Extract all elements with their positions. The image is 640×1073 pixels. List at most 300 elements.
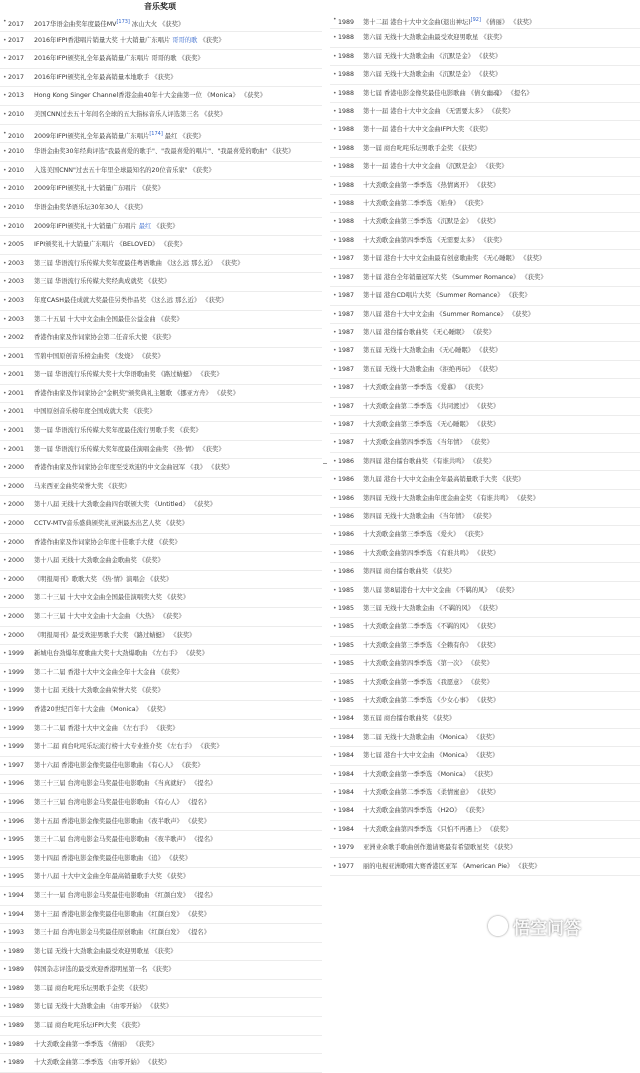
award-year: 1985 [338, 623, 355, 631]
award-row [0, 571, 322, 590]
award-text: 第十五届 香港电影金像奖最佳电影歌曲 《夜半歌声》 《获奖》 [34, 817, 211, 825]
award-year: 2010 [8, 185, 25, 193]
award-row [330, 600, 640, 618]
award-row [0, 403, 322, 422]
award-text: 第六届 无线十大劲歌金曲 《沉默是金》 《获奖》 [363, 71, 502, 79]
award-row [330, 526, 640, 544]
award-row [330, 692, 640, 710]
bullet-mark: • [333, 236, 337, 244]
award-year: 1987 [338, 420, 355, 428]
award-year: 2003 [8, 259, 25, 267]
bullet-mark: • [333, 789, 337, 797]
award-year: 1989 [8, 1059, 25, 1067]
bullet-mark: • [333, 181, 337, 189]
bullet-mark: • [333, 218, 337, 226]
award-row [330, 140, 640, 158]
award-text: 第一届 华语流行乐传媒大奖年度最佳流行男歌手奖 《获奖》 [34, 427, 202, 435]
award-row [330, 398, 640, 416]
award-text: 十大劲歌金曲第一季季选 《爱慕》 《获奖》 [363, 384, 487, 392]
bullet-mark: • [333, 310, 337, 318]
award-year: 1987 [338, 402, 355, 410]
award-text: 2017华语金曲奖年度最佳MV [34, 21, 117, 29]
award-text: 第十一届 港台十大中文金曲IFPI大奖 《获奖》 [363, 126, 492, 134]
bullet-mark: • [333, 52, 337, 60]
award-year: 1995 [8, 836, 25, 844]
award-year: 2000 [8, 538, 25, 546]
award-text: 第八届 第8届港台十大中文金曲 《不羁的风》 《获奖》 [363, 586, 518, 594]
bullet-mark: • [333, 752, 337, 760]
award-year: 2010 [8, 148, 25, 156]
award-year: 1987 [338, 347, 355, 355]
award-text: 第十一届 港台十大中文金曲 《沉默是金》 《获奖》 [363, 163, 508, 171]
award-year: 1985 [338, 641, 355, 649]
award-text: 第七届 香港电影金像奖最佳电影歌曲 《倩女幽魂》 《提名》 [363, 89, 533, 97]
bullet-mark: • [3, 1003, 7, 1011]
award-text: 香港20世纪百年十大金曲 《Monica》 《获奖》 [34, 705, 170, 713]
award-year: 1987 [338, 273, 355, 281]
award-text: 2016年IFPI香港唱片销量大奖 十大销量广东唱片 [34, 36, 171, 44]
citation-link[interactable]: [173] [116, 19, 130, 25]
award-text: CCTV-MTV音乐盛典颁奖礼亚洲最杰出艺人奖 《获奖》 [34, 520, 189, 528]
award-text: 华语金曲奖30年经典评选"我最喜爱的歌手"、"我最喜爱的唱片"、"我最喜爱的歌曲" 《获奖》 [34, 148, 295, 156]
award-text: 十大劲歌金曲第一季季选 《热情离开》 《获奖》 [363, 181, 500, 189]
award-year: 1996 [8, 798, 25, 806]
bullet-mark: • [3, 389, 7, 397]
bullet-mark: • [3, 482, 7, 490]
bullet-mark: • [3, 929, 7, 937]
award-row [330, 177, 640, 195]
award-row [0, 329, 322, 348]
bullet-mark: • [3, 18, 7, 25]
award-row [330, 545, 640, 563]
bullet-mark: • [3, 594, 7, 602]
award-row [330, 637, 640, 655]
award-year: 1996 [8, 817, 25, 825]
award-row [0, 831, 322, 850]
award-text: 第十届 港台CD唱片大奖 《Summer Romance》 《获奖》 [363, 292, 531, 300]
award-row [0, 348, 322, 367]
award-row [0, 998, 322, 1017]
award-year: 1995 [8, 854, 25, 862]
award-text: 第四届 商台擂台歌曲奖 《获奖》 [363, 568, 456, 576]
bullet-mark: • [3, 110, 7, 118]
award-text: 第三十二届 台湾电影金马奖最佳电影歌曲 《夜半歌声》 《提名》 [34, 836, 217, 844]
award-row [0, 1054, 322, 1073]
award-text: 第三十一届 台湾电影金马奖最佳电影歌曲 《红颜白发》 《提名》 [34, 891, 217, 899]
bullet-mark: • [3, 854, 7, 862]
award-row [330, 821, 640, 839]
bullet-mark: • [3, 73, 7, 81]
award-year: 1984 [338, 715, 355, 723]
award-year: 1985 [338, 660, 355, 668]
award-text: 第三届 华语流行乐传媒大奖年度最佳粤语歌曲 《这么远 那么近》 《获奖》 [34, 259, 244, 267]
award-text: 第十届 港台全年销量冠军大奖 《Summer Romance》 《获奖》 [363, 273, 547, 281]
award-row [330, 287, 640, 305]
bullet-mark: • [333, 439, 337, 447]
award-year: 1979 [338, 844, 355, 852]
bullet-mark: • [3, 705, 7, 713]
award-text: 第一届 商台叱咤乐坛男歌手金奖 《获奖》 [363, 144, 481, 152]
award-text: 韩国杂志评选的最受欢迎香港明星第一名 《获奖》 [34, 966, 175, 974]
bullet-mark: • [333, 457, 337, 465]
award-row [0, 887, 322, 906]
award-text: 第十二届 港台十大中文金曲(退出神坛) [363, 19, 471, 27]
award-row [0, 701, 322, 720]
award-text: 第四届 无线十大劲歌金曲年度金曲金奖 《有谁共鸣》 《获奖》 [363, 494, 540, 502]
bullet-mark: • [3, 520, 7, 528]
award-row [330, 121, 640, 139]
bullet-mark: • [333, 494, 337, 502]
bullet-mark: • [3, 780, 7, 788]
award-text: 十大劲歌金曲第二季季选 《贴身》 《获奖》 [363, 200, 487, 208]
bullet-mark: • [333, 384, 337, 392]
award-year: 2001 [8, 427, 25, 435]
award-result: 冰山大火 《获奖》 [131, 21, 185, 29]
award-row [0, 478, 322, 497]
award-row [330, 213, 640, 231]
award-row [0, 943, 322, 962]
bullet-mark: • [333, 34, 337, 42]
award-row [330, 379, 640, 397]
award-text: 第十八届 无线十大劲歌金曲金歌曲奖 《获奖》 [34, 557, 164, 565]
wukong-logo-icon [488, 916, 508, 936]
bullet-mark: • [333, 292, 337, 300]
award-year: 1988 [338, 236, 355, 244]
award-row [330, 802, 640, 820]
bullet-mark: • [333, 365, 337, 373]
award-text: 第二届 商台叱咤乐坛IFPI大奖 《获奖》 [34, 1022, 144, 1030]
award-year: 1999 [8, 650, 25, 658]
bullet-mark: • [333, 420, 337, 428]
bullet-mark: • [3, 724, 7, 732]
award-row [330, 508, 640, 526]
bullet-mark: • [333, 200, 337, 208]
award-text: 十大劲歌金曲第一季季选 《我愿意》 《获奖》 [363, 678, 493, 686]
award-year: 1989 [8, 1040, 25, 1048]
award-text: 第一届 华语流行乐传媒大奖年度最佳演唱金曲奖 《热·情》 《获奖》 [34, 445, 225, 453]
award-year: 1988 [338, 89, 355, 97]
award-text: 香港作曲家及作词家协会第二任音乐大使 《获奖》 [34, 334, 175, 342]
bullet-mark: • [333, 273, 337, 281]
award-row [0, 255, 322, 274]
award-year: 1985 [338, 697, 355, 705]
award-row [330, 232, 640, 250]
award-text: 《明报周刊》歌歌大奖 《热·情》演唱会 《获奖》 [34, 575, 173, 583]
award-text: 第八届 港台擂台歌曲奖 《无心睡眠》 《获奖》 [363, 328, 495, 336]
award-year: 2017 [8, 36, 25, 44]
award-row [0, 385, 322, 404]
award-text: 马来西亚金曲奖荣誉大奖 《获奖》 [34, 482, 131, 490]
award-year: 2010 [8, 110, 25, 118]
award-row [330, 471, 640, 489]
award-year: 2010 [8, 132, 25, 140]
bullet-mark: • [333, 586, 337, 594]
award-text: 十大劲歌金曲第一季季选 《倩丽》 《获奖》 [34, 1040, 158, 1048]
bullet-mark: • [3, 817, 7, 825]
bullet-mark: • [333, 862, 337, 870]
award-year: 1999 [8, 705, 25, 713]
bullet-mark: • [3, 557, 7, 565]
award-row [0, 69, 322, 88]
citation-link[interactable]: [174] [149, 130, 163, 137]
award-row [0, 645, 322, 664]
bullet-mark: • [3, 1040, 7, 1048]
album-link[interactable]: 最红 [138, 222, 152, 230]
award-text: 第十一届 港台十大中文金曲 《无需要太多》 《获奖》 [363, 108, 514, 116]
bullet-mark: • [333, 770, 337, 778]
award-row [0, 980, 322, 999]
bullet-mark: • [333, 733, 337, 741]
bullet-mark: • [3, 259, 7, 267]
award-row [330, 269, 640, 287]
award-year: 1987 [338, 292, 355, 300]
award-text: 第十七届 无线十大劲歌金曲荣誉大奖 《获奖》 [34, 687, 164, 695]
bullet-mark: • [333, 641, 337, 649]
bullet-mark: • [3, 984, 7, 992]
award-year: 2000 [8, 501, 25, 509]
award-year: 1986 [338, 568, 355, 576]
award-row [0, 143, 322, 162]
award-year: 1997 [8, 761, 25, 769]
bullet-mark: • [333, 402, 337, 410]
award-year: 2017 [8, 55, 25, 63]
award-row [330, 563, 640, 581]
award-result: 《获奖》 [153, 222, 179, 230]
bullet-mark: • [333, 660, 337, 668]
award-row [330, 729, 640, 747]
bullet-mark: • [3, 873, 7, 881]
bullet-mark: • [3, 445, 7, 453]
award-text: 第一届 华语流行乐传媒大奖十大华语歌曲奖 《路过蜻蜓》 《获奖》 [34, 371, 223, 379]
award-text: 年度CASH最佳成就大奖最佳另类作品奖 《这么远 那么近》 《获奖》 [34, 296, 228, 304]
award-text: 《明报周刊》最受欢迎男歌手大奖 《路过蜻蜓》 《获奖》 [34, 631, 196, 639]
award-text: 十大劲歌金曲第三季季选 《爱火》 《获奖》 [363, 531, 487, 539]
award-year: 2017 [8, 21, 25, 29]
bullet-mark: • [3, 910, 7, 918]
page-title: 音乐奖项 [144, 2, 176, 11]
bullet-mark: • [333, 108, 337, 116]
award-text: 2016年IFPI颁奖礼全年最高销量广东唱片 哥哥的歌 《获奖》 [34, 55, 204, 63]
award-row [330, 195, 640, 213]
column-divider-mark [323, 463, 327, 464]
award-text: 第六届 无线十大劲歌金曲最受欢迎男歌星 《获奖》 [363, 34, 506, 42]
bullet-mark: • [3, 501, 7, 509]
award-year: 2000 [8, 613, 25, 620]
award-year: 1986 [338, 549, 355, 557]
award-row [0, 292, 322, 311]
bullet-mark: • [333, 16, 337, 23]
award-year: 1987 [338, 255, 355, 263]
bullet-mark: • [3, 761, 7, 769]
award-row [330, 85, 640, 103]
award-year: 1994 [8, 910, 25, 918]
award-row [0, 218, 322, 237]
award-year: 1999 [8, 724, 25, 732]
award-text: 十大劲歌金曲第二季季选 《不羁的风》 《获奖》 [363, 623, 500, 631]
award-row [330, 582, 640, 600]
award-year: 1995 [8, 873, 25, 881]
bullet-mark: • [3, 427, 7, 435]
award-row [330, 434, 640, 452]
award-year: 1989 [8, 966, 25, 974]
watermark [488, 912, 638, 940]
award-text: 第二十三届 十大中文金曲全国最佳演唱奖大奖 《获奖》 [34, 594, 190, 602]
bullet-mark: • [3, 891, 7, 899]
award-text: 2009年IFPI颁奖礼全年最高销量广东唱片 [34, 132, 150, 140]
album-link[interactable]: 哥哥的歌 [172, 36, 198, 44]
bullet-mark: • [333, 844, 337, 852]
bullet-mark: • [333, 71, 337, 79]
bullet-mark: • [3, 966, 7, 974]
bullet-mark: • [3, 55, 7, 63]
award-year: 1987 [338, 384, 355, 392]
award-text: 十大劲歌金曲第四季季选 《H2O》 《获奖》 [363, 807, 488, 815]
award-row [330, 11, 640, 29]
bullet-mark: • [3, 296, 7, 304]
award-year: 1989 [8, 1003, 25, 1011]
award-text: 华语金曲奖华语乐坛30年30人 《获奖》 [34, 203, 147, 211]
award-text: Hong Kong Singer Channel香港金曲40年十大金曲第一位 《Monica》 《获奖》 [34, 92, 266, 100]
award-text: 第三届 华语流行乐传媒大奖经典成就奖 《获奖》 [34, 278, 171, 286]
award-year: 1987 [338, 365, 355, 373]
bullet-mark: • [3, 743, 7, 751]
award-text: 十大劲歌金曲第二季季选 《少女心事》 《获奖》 [363, 697, 500, 705]
bullet-mark: • [333, 807, 337, 815]
award-year: 1977 [338, 862, 355, 870]
award-text: 第十六届 香港电影金像奖最佳电影歌曲 《有心人》 《获奖》 [34, 761, 204, 769]
award-year: 1986 [338, 457, 355, 465]
citation-link[interactable]: [92] [470, 17, 481, 23]
award-year: 1984 [338, 733, 355, 741]
award-text: 入选美国CNN"过去五十年里全球最知名的20位音乐家" 《获奖》 [34, 166, 215, 174]
award-year: 2001 [8, 445, 25, 453]
award-year: 1988 [338, 126, 355, 134]
award-text: 第五届 无线十大劲歌金曲 《拒绝再玩》 《获奖》 [363, 365, 502, 373]
award-year: 1986 [338, 494, 355, 502]
award-row [330, 710, 640, 728]
award-text: 第八届 港台十大中文金曲 《Summer Romance》 《获奖》 [363, 310, 535, 318]
award-text: 香港作曲家及作词家协会"金帆奖"颁奖典礼主题歌 《挪亚方舟》 《获奖》 [34, 389, 239, 397]
award-row [0, 13, 322, 32]
award-text: 十大劲歌金曲第三季季选 《全赖有你》 《获奖》 [363, 641, 500, 649]
award-row [330, 361, 640, 379]
award-year: 1999 [8, 687, 25, 695]
award-year: 1984 [338, 807, 355, 815]
award-text: 第十三届 香港电影金像奖最佳电影歌曲 《红颜白发》 《获奖》 [34, 910, 211, 918]
award-row [330, 416, 640, 434]
award-row [0, 868, 322, 887]
bullet-mark: • [3, 650, 7, 658]
award-row [0, 534, 322, 553]
award-text: 第十八届 十大中文金曲全年最高销量歌手大奖 《获奖》 [34, 873, 190, 881]
award-text: 雪碧中国原创音乐榜金曲奖 《发烧》 《获奖》 [34, 352, 164, 360]
bullet-mark: • [3, 538, 7, 546]
award-row [0, 199, 322, 218]
award-row [330, 858, 640, 876]
award-row [0, 273, 322, 292]
award-row [0, 125, 322, 144]
award-row [0, 627, 322, 646]
award-year: 1989 [8, 984, 25, 992]
award-text: 第五届 无线十大劲歌金曲 《无心睡眠》 《获奖》 [363, 347, 502, 355]
award-text: 第十八届 无线十大劲歌金曲四台联颁大奖 《Untitled》 《获奖》 [34, 501, 217, 509]
award-text: 第七届 无线十大劲歌金曲 《由零开始》 《获奖》 [34, 1003, 173, 1011]
bullet-mark: • [3, 464, 7, 472]
award-year: 2003 [8, 278, 25, 286]
award-year: 2000 [8, 482, 25, 490]
award-row [0, 589, 322, 608]
award-year: 1988 [338, 218, 355, 226]
award-year: 2003 [8, 296, 25, 304]
award-row [0, 422, 322, 441]
bullet-mark: • [333, 623, 337, 631]
award-year: 1987 [338, 439, 355, 447]
bullet-mark: • [3, 947, 7, 955]
award-row [330, 342, 640, 360]
award-row [0, 459, 322, 478]
award-text: 新城电台劲爆年度歌曲大奖十大劲爆歌曲 《左右手》 《获奖》 [34, 650, 209, 658]
award-text: 美国CNN过去五十年间名全球的五大指标音乐人评选第三名 《获奖》 [34, 110, 227, 118]
award-text: 第十二届 商台叱咤乐坛流行榜十大专业推介奖 《左右手》 《获奖》 [34, 743, 223, 751]
award-row [0, 180, 322, 199]
award-row [0, 496, 322, 515]
award-row [330, 48, 640, 66]
award-year: 1999 [8, 668, 25, 676]
award-text: IFPI颁奖礼十大销量广东唱片 《BELOVED》 《获奖》 [34, 241, 186, 249]
award-text: 2016年IFPI颁奖礼全年最高销量本地歌手 《获奖》 [34, 73, 177, 81]
award-text: 第十届 港台十大中文金曲最有创意歌曲奖 《无心睡眠》 《获奖》 [363, 255, 546, 263]
award-text: 第三十三届 台湾电影金马奖最佳电影歌曲 《当真就好》 《提名》 [34, 780, 217, 788]
awards-list-left [0, 13, 322, 1073]
bullet-mark: • [333, 697, 337, 705]
bullet-mark: • [3, 185, 7, 193]
award-row [330, 453, 640, 471]
award-year: 2003 [8, 315, 25, 323]
bullet-mark: • [333, 328, 337, 336]
award-row [0, 608, 322, 627]
award-row [0, 515, 322, 534]
award-text: 第二十二届 香港十大中文金曲全年十大金曲 《获奖》 [34, 668, 183, 676]
bullet-mark: • [3, 575, 7, 583]
award-year: 2005 [8, 241, 25, 249]
bullet-mark: • [333, 605, 337, 612]
bullet-mark: • [333, 163, 337, 171]
award-text: 十大劲歌金曲第二季季选 《由零开始》 《获奖》 [34, 1059, 171, 1067]
award-year: 1993 [8, 929, 25, 937]
bullet-mark: • [3, 687, 7, 695]
award-text: 第四届 港台擂台歌曲奖 《有谁共鸣》 《获奖》 [363, 457, 495, 465]
award-row [0, 50, 322, 69]
award-row [0, 850, 322, 869]
award-year: 1984 [338, 770, 355, 778]
bullet-mark: • [3, 798, 7, 806]
bullet-mark: • [3, 148, 7, 156]
award-text: 十大劲歌金曲第四季季选 《无需要太多》 《获奖》 [363, 236, 506, 244]
award-year: 2010 [8, 166, 25, 174]
award-row [0, 32, 322, 51]
award-year: 1988 [338, 200, 355, 208]
award-year: 2000 [8, 594, 25, 602]
bullet-mark: • [3, 1059, 7, 1067]
bullet-mark: • [333, 678, 337, 686]
award-row [0, 664, 322, 683]
award-row [0, 1017, 322, 1036]
award-row [330, 766, 640, 784]
award-row [0, 738, 322, 757]
award-year: 1984 [338, 752, 355, 760]
award-text: 第五届 商台擂台歌曲奖 《获奖》 [363, 715, 456, 723]
award-text: 十大劲歌金曲第四季季选 《只怕不再遇上》 《获奖》 [363, 825, 512, 833]
